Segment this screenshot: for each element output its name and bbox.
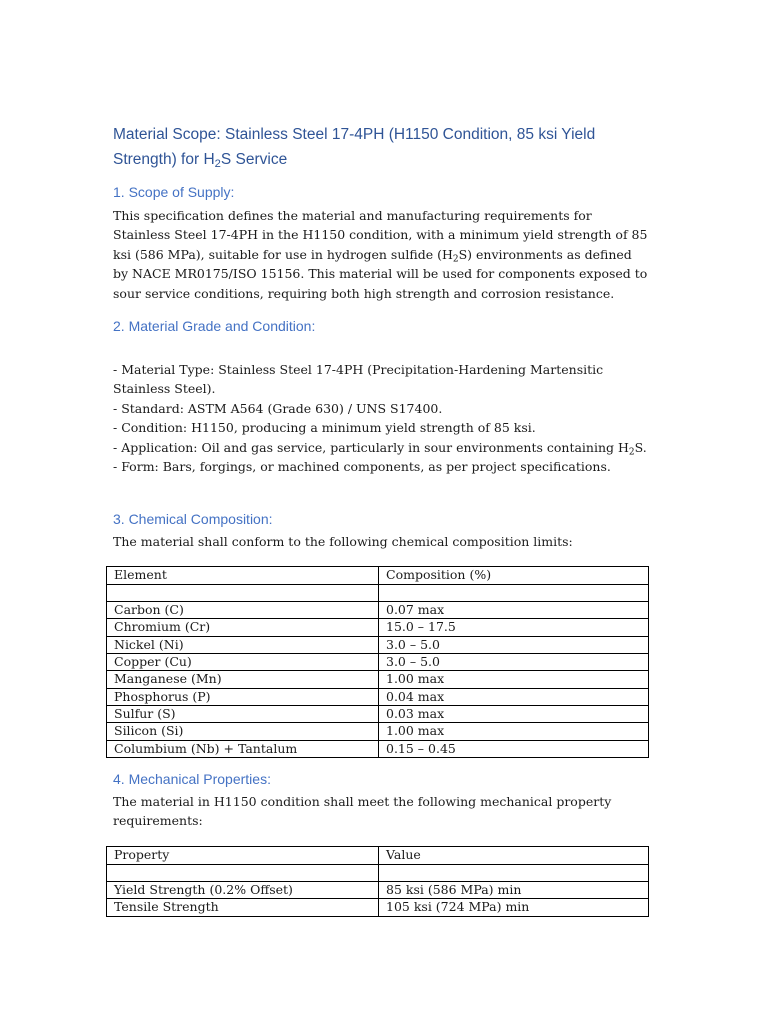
table-row-empty bbox=[107, 864, 649, 881]
table-row bbox=[107, 619, 649, 636]
table-header-row bbox=[107, 566, 649, 584]
table-row bbox=[107, 723, 649, 740]
table-cell: Manganese (Mn) bbox=[107, 671, 379, 688]
table-header-cell: Value bbox=[379, 846, 649, 864]
table-cell: 3.0 – 5.0 bbox=[379, 636, 649, 653]
section-heading-chemical: 3. Chemical Composition: bbox=[113, 511, 273, 528]
document-title: Material Scope: Stainless Steel 17-4PH (H1150 Condition, 85 ksi Yield Strength) for $H_2S$ Service bbox=[113, 126, 596, 170]
grade-list bbox=[113, 360, 648, 476]
table-header-cell: Composition (%) bbox=[379, 566, 649, 584]
table-header-cell: Property bbox=[107, 846, 379, 864]
table-cell bbox=[107, 584, 379, 601]
table-row bbox=[107, 602, 649, 619]
section-heading-scope: 1. Scope of Supply: bbox=[113, 184, 235, 200]
table-cell bbox=[379, 864, 649, 881]
table-cell: 105 ksi (724 MPa) min bbox=[379, 899, 649, 916]
chemical-composition-table bbox=[106, 566, 649, 758]
table-cell: Copper (Cu) bbox=[107, 654, 379, 671]
table-cell: 15.0 – 17.5 bbox=[379, 619, 649, 636]
table-cell: Silicon (Si) bbox=[107, 723, 379, 740]
table-row-empty bbox=[107, 584, 649, 601]
section-heading-mechanical: 4. Mechanical Properties: bbox=[113, 770, 271, 787]
scope-paragraph: This specification defines the material and manufacturing requirements for Stainless Steel 17-4PH in the H1150 condition, with a minimum yield strength of 85 ksi (586 MPa), suitable for use in hydrogen sulfide $(H_2S)$ environments as defined by NACE MR0175/ISO 15156. This material will be used for components exposed to sour service conditions, requiring both high strength and corrosion resistance. bbox=[113, 208, 648, 301]
table-cell: 0.04 max bbox=[379, 688, 649, 705]
table-cell: 3.0 – 5.0 bbox=[379, 654, 649, 671]
table-row bbox=[107, 654, 649, 671]
table-row bbox=[107, 899, 649, 916]
chemical-intro: The material shall conform to the following chemical composition limits: bbox=[113, 534, 573, 550]
mechanical-intro: The material in H1150 condition shall meet the following mechanical property requirements: bbox=[113, 793, 612, 829]
list-item: - Condition: H1150, producing a minimum yield strength of 85 ksi. bbox=[113, 420, 536, 436]
table-row bbox=[107, 671, 649, 688]
table-cell: Nickel (Ni) bbox=[107, 636, 379, 653]
document-page bbox=[113, 122, 648, 917]
list-item: - Standard: ASTM A564 (Grade 630) / UNS S17400. bbox=[113, 400, 443, 416]
table-header-cell: Element bbox=[107, 566, 379, 584]
table-row bbox=[107, 740, 649, 757]
table-cell: Sulfur (S) bbox=[107, 705, 379, 722]
table-cell bbox=[107, 864, 379, 881]
list-item: - Application: Oil and gas service, particularly in sour environments containing $H_2S$. bbox=[113, 439, 647, 457]
table-cell: 0.15 – 0.45 bbox=[379, 740, 649, 757]
table-cell bbox=[379, 584, 649, 601]
mechanical-properties-table bbox=[106, 846, 649, 917]
table-row bbox=[107, 881, 649, 898]
table-cell: Tensile Strength bbox=[107, 899, 379, 916]
table-cell: Carbon (C) bbox=[107, 602, 379, 619]
table-row bbox=[107, 636, 649, 653]
table-cell: Yield Strength (0.2% Offset) bbox=[107, 881, 379, 898]
list-item: - Material Type: Stainless Steel 17-4PH (Precipitation-Hardening Martensitic Stainless Steel). bbox=[113, 362, 604, 397]
table-cell: 85 ksi (586 MPa) min bbox=[379, 881, 649, 898]
table-cell: 0.07 max bbox=[379, 602, 649, 619]
section-heading-grade: 2. Material Grade and Condition: bbox=[113, 318, 316, 335]
table-cell: 1.00 max bbox=[379, 723, 649, 740]
table-cell: Phosphorus (P) bbox=[107, 688, 379, 705]
table-cell: Columbium (Nb) + Tantalum bbox=[107, 740, 379, 757]
table-cell: 0.03 max bbox=[379, 705, 649, 722]
table-row bbox=[107, 688, 649, 705]
table-cell: Chromium (Cr) bbox=[107, 619, 379, 636]
table-header-row bbox=[107, 846, 649, 864]
table-row bbox=[107, 705, 649, 722]
table-cell: 1.00 max bbox=[379, 671, 649, 688]
list-item: - Form: Bars, forgings, or machined components, as per project specifications. bbox=[113, 459, 611, 475]
